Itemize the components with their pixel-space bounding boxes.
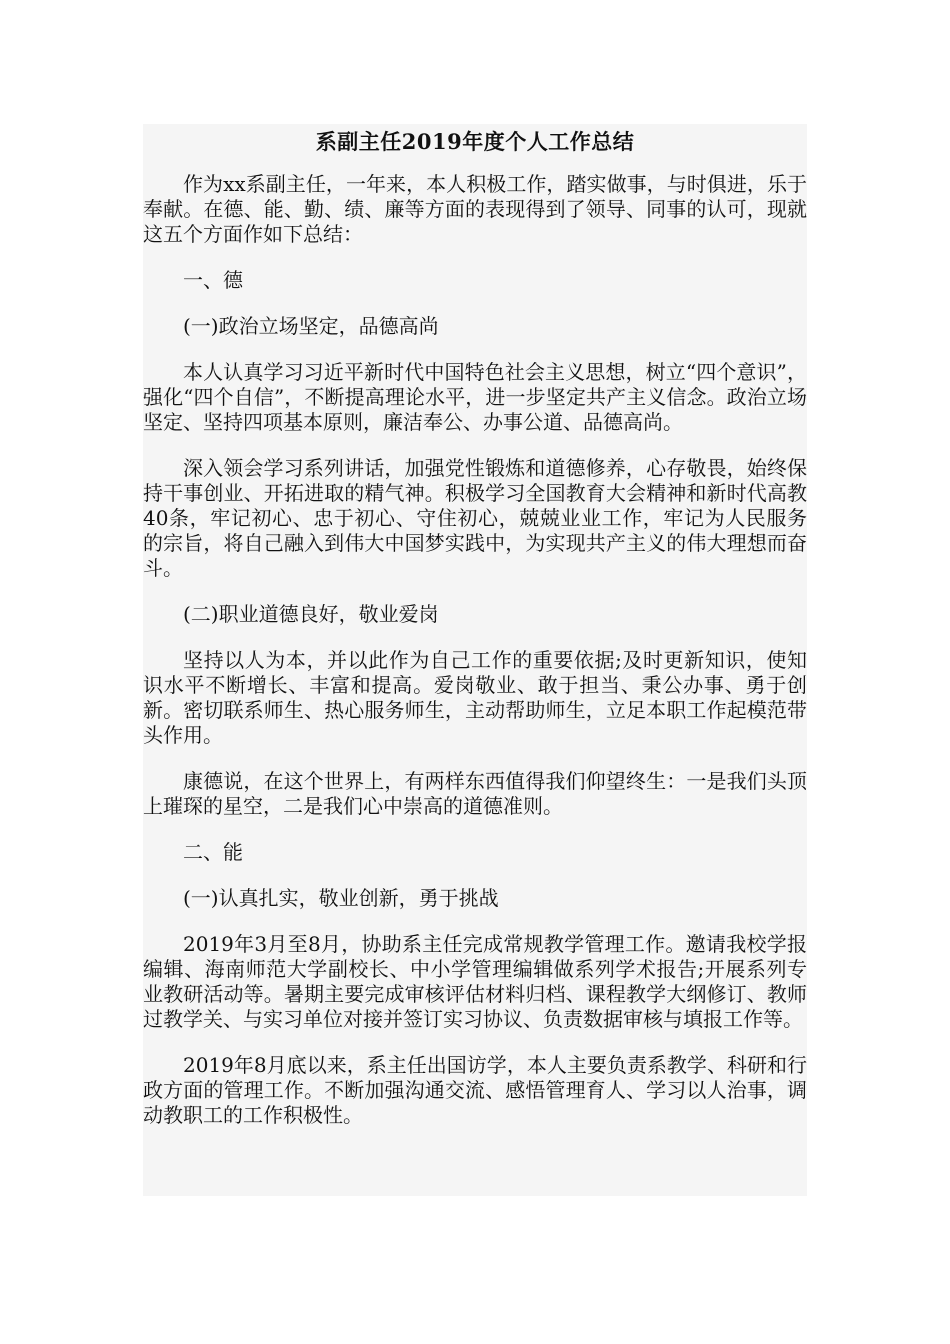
section-heading-neng: 二、能 — [183, 840, 243, 864]
document-body — [143, 172, 807, 1128]
paragraph-people-oriented: 坚持以人为本，并以此作为自己工作的重要依据;及时更新知识，使知识水平不断增长、丰富和提高。爱岗敬业、敢于担当、秉公办事、勇于创新。密切联系师生、热心服务师生，主动帮助师生，立足本职工作起模范带头作用。 — [143, 648, 807, 747]
section-heading-de: 一、德 — [183, 268, 243, 292]
paragraph-cultivation: 深入领会学习系列讲话，加强党性锻炼和道德修养，心存敬畏，始终保持干事创业、开拓进取的精气神。积极学习全国教育大会精神和新时代高教40条，牢记初心、忠于初心、守住初心，兢兢业业工作，牢记为人民服务的宗旨，将自己融入到伟大中国梦实践中，为实现共产主义的伟大理想而奋斗。 — [143, 456, 807, 580]
paragraph-kant-quote: 康德说，在这个世界上，有两样东西值得我们仰望终生：一是我们头顶上璀琛的星空，二是我们心中崇高的道德准则。 — [143, 769, 807, 818]
document-title: 系副主任2019年度个人工作总结 — [315, 129, 635, 154]
subsection-heading-diligent: (一)认真扎实，敬业创新，勇于挑战 — [183, 886, 499, 910]
paragraph-intro: 作为xx系副主任，一年来，本人积极工作，踏实做事，与时俱进，乐于奉献。在德、能、勤、绩、廉等方面的表现得到了领导、同事的认可，现就这五个方面作如下总结： — [143, 172, 807, 246]
document-page — [143, 124, 807, 1196]
subsection-heading-political: (一)政治立场坚定，品德高尚 — [183, 314, 439, 338]
subsection-heading-ethics: (二)职业道德良好，敬业爱岗 — [183, 602, 439, 626]
paragraph-march-august: 2019年3月至8月，协助系主任完成常规教学管理工作。邀请我校学报编辑、海南师范大学副校长、中小学管理编辑做系列学术报告;开展系列专业教研活动等。暑期主要完成审核评估材料归档、课程教学大纲修订、教师过教学关、与实习单位对接并签订实习协议、负责数据审核与填报工作等。 — [143, 932, 807, 1031]
paragraph-study: 本人认真学习习近平新时代中国特色社会主义思想，树立“四个意识”，强化“四个自信”，不断提高理论水平，进一步坚定共产主义信念。政治立场坚定、坚持四项基本原则，廉洁奉公、办事公道、品德高尚。 — [143, 360, 807, 434]
paragraph-end-august: 2019年8月底以来，系主任出国访学，本人主要负责系教学、科研和行政方面的管理工作。不断加强沟通交流、感悟管理育人、学习以人治事，调动教职工的工作积极性。 — [143, 1053, 807, 1127]
